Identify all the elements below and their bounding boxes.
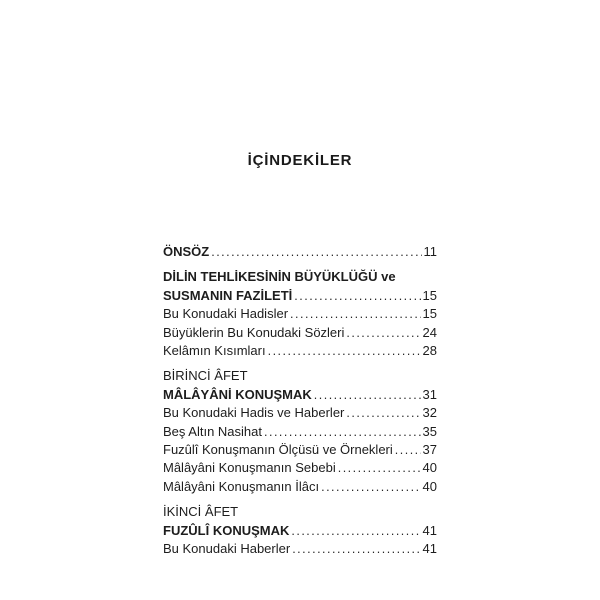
toc-entry-label: Fuzûlî Konuşmanın Ölçüsü ve Örnekleri	[163, 442, 393, 458]
toc-entry	[163, 404, 437, 422]
toc-entry	[163, 367, 437, 385]
toc-entry	[163, 386, 437, 404]
toc-entry	[163, 243, 437, 261]
toc-entry-label: Beş Altın Nasihat	[163, 423, 262, 439]
toc-entry-page: 40	[422, 478, 437, 494]
toc-entry	[163, 268, 437, 286]
toc-entry-label: İKİNCİ ÂFET	[163, 504, 239, 520]
toc-entry-label: DİLİN TEHLİKESİNİN BÜYÜKLÜĞÜ ve	[163, 269, 396, 285]
toc-entry-page: 24	[422, 324, 437, 340]
toc-entry	[163, 287, 437, 305]
toc-entry	[163, 478, 437, 496]
toc-dot-leader	[294, 287, 420, 305]
toc-entry-page: 31	[422, 386, 437, 402]
toc-dot-leader	[395, 441, 421, 459]
toc-entry-label: Bu Konudaki Hadis ve Haberler	[163, 405, 345, 421]
toc-dot-leader	[346, 324, 420, 342]
toc-entry-page: 15	[422, 306, 437, 322]
toc-entry	[163, 441, 437, 459]
toc-entry-label: MÂLÂYÂNİ KONUŞMAK	[163, 386, 312, 402]
toc-entry-label: Mâlâyâni Konuşmanın Sebebi	[163, 460, 336, 476]
toc-entry	[163, 423, 437, 441]
toc-dot-leader	[292, 540, 420, 558]
toc-entry	[163, 540, 437, 558]
toc-entry-label: Kelâmın Kısımları	[163, 343, 266, 359]
toc-entry-label: SUSMANIN FAZİLETİ	[163, 287, 293, 303]
toc-entry	[163, 459, 437, 477]
toc-entry-page: 11	[423, 244, 437, 259]
toc-entry-page: 35	[422, 423, 437, 439]
toc-entry-page: 40	[422, 460, 437, 476]
toc-list	[163, 243, 437, 559]
toc-dot-leader	[264, 423, 421, 441]
toc-dot-leader	[321, 478, 420, 496]
toc-entry-page: 28	[422, 343, 437, 359]
toc-entry-label: BİRİNCİ ÂFET	[163, 368, 248, 384]
toc-dot-leader	[338, 459, 421, 477]
toc-dot-leader	[314, 386, 421, 404]
toc-entry-label: ÖNSÖZ	[163, 244, 210, 259]
toc-entry-label: Büyüklerin Bu Konudaki Sözleri	[163, 324, 345, 340]
toc-dot-leader	[211, 243, 421, 261]
toc-entry-page: 15	[422, 287, 437, 303]
toc-entry-label: Mâlâyâni Konuşmanın İlâcı	[163, 478, 320, 494]
toc-entry-page: 41	[422, 541, 437, 557]
toc-entry	[163, 522, 437, 540]
toc-entry-page: 41	[422, 522, 437, 538]
toc-entry-label: Bu Konudaki Haberler	[163, 541, 291, 557]
toc-entry-label: FUZÛLÎ KONUŞMAK	[163, 522, 290, 538]
toc-dot-leader	[290, 305, 421, 323]
toc-entry	[163, 324, 437, 342]
toc-entry-label: Bu Konudaki Hadisler	[163, 306, 289, 322]
toc-entry	[163, 503, 437, 521]
toc-entry-page: 32	[422, 405, 437, 421]
toc-entry-page: 37	[422, 442, 437, 458]
toc-dot-leader	[268, 342, 421, 360]
toc-entry	[163, 342, 437, 360]
toc-dot-leader	[346, 404, 420, 422]
toc-dot-leader	[291, 522, 420, 540]
toc-entry	[163, 305, 437, 323]
page-title: İÇİNDEKİLER	[247, 152, 353, 169]
